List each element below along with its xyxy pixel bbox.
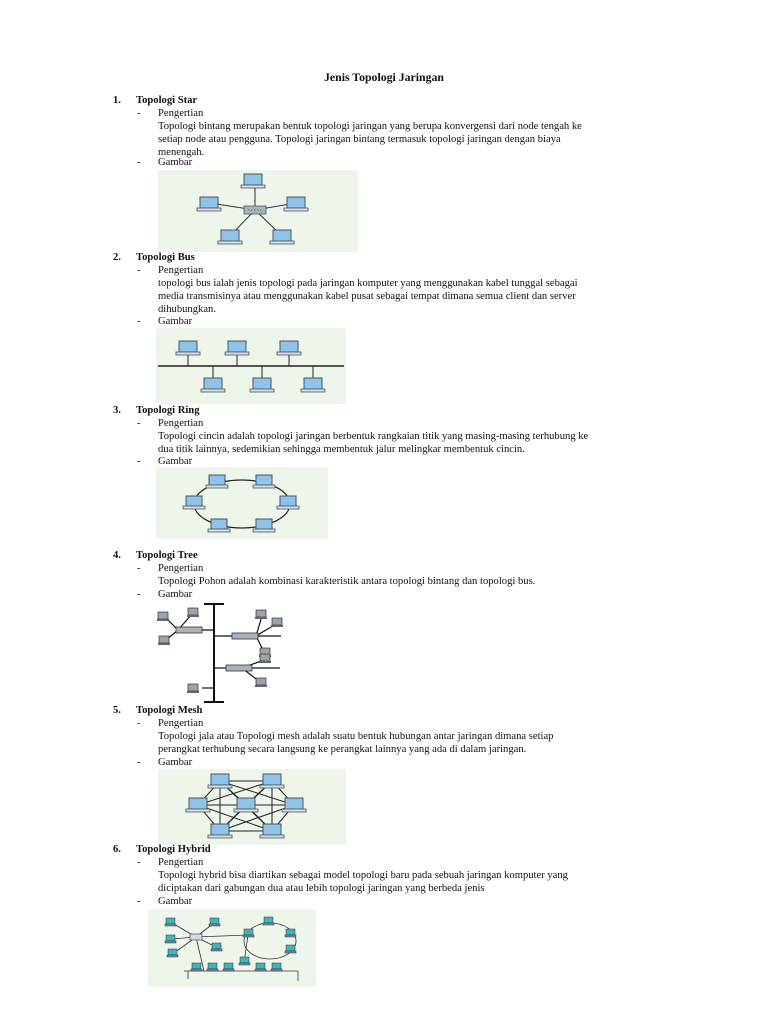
definition-line: Topologi Pohon adalah kombinasi karakteristik antara topologi bintang dan topologi bus. [158, 576, 536, 587]
gambar-label: Gambar [158, 157, 193, 168]
computer-icon [206, 475, 228, 488]
bullet-dash: - [137, 563, 141, 574]
section-heading: Topologi Star [136, 95, 198, 106]
definition-text [158, 278, 678, 316]
section-number: 6. [113, 844, 121, 855]
bus-topology-diagram [156, 328, 346, 404]
bullet-dash: - [137, 456, 141, 467]
computer-icon [282, 798, 306, 812]
computer-icon [209, 918, 220, 926]
computer-icon [197, 197, 221, 211]
section-heading: Topologi Bus [136, 252, 195, 263]
computer-icon [263, 917, 274, 925]
computer-icon [277, 496, 299, 509]
definition-line: Topologi jala atau Topologi mesh adalah suatu bentuk hubungan antar jaringan dimana setiap [158, 731, 554, 742]
definition-text [158, 431, 678, 457]
computer-icon [253, 475, 275, 488]
ring-topology-diagram [156, 467, 328, 539]
bullet-dash: - [137, 265, 141, 276]
computer-icon [301, 378, 325, 392]
gambar-label: Gambar [158, 316, 193, 327]
computer-icon [270, 230, 294, 244]
computer-icon [284, 197, 308, 211]
computer-icon [223, 963, 234, 971]
hub-icon [176, 627, 202, 633]
computer-icon [234, 798, 258, 812]
gambar-label: Gambar [158, 456, 193, 467]
computer-icon [208, 824, 232, 838]
computer-icon [207, 963, 218, 971]
computer-icon [187, 608, 199, 617]
computer-icon [253, 519, 275, 532]
computer-icon [191, 963, 202, 971]
pengertian-label: Pengertian [158, 418, 204, 429]
definition-line: dua titik lainnya, sedemikian sehingga membentuk jalur melingkar membentuk cincin. [158, 443, 525, 455]
computer-icon [158, 636, 170, 645]
definition-line: diciptakan dari gabungan dua atau lebih topologi jaringan yang berbeda jenis [158, 882, 485, 894]
computer-icon [255, 678, 267, 687]
pengertian-label: Pengertian [158, 718, 204, 729]
computer-icon [165, 918, 176, 926]
definition-line: menengah. [158, 146, 205, 158]
hub-icon [232, 633, 258, 639]
computer-icon [225, 341, 249, 355]
hybrid-topology-diagram [148, 909, 316, 987]
computer-icon [239, 957, 250, 965]
bullet-dash: - [137, 589, 141, 600]
section-number: 2. [113, 252, 121, 263]
hub-icon [244, 206, 266, 214]
section-number: 4. [113, 550, 121, 561]
computer-icon [211, 943, 222, 951]
computer-icon [255, 963, 266, 971]
definition-line: Topologi bintang merupakan bentuk topologi jaringan yang berupa konvergensi dari node tengah ke [158, 121, 582, 132]
computer-icon [201, 378, 225, 392]
definition-line: dihubungkan. [158, 303, 216, 315]
bullet-dash: - [137, 157, 141, 168]
computer-icon [208, 774, 232, 788]
star-topology-diagram [158, 170, 358, 252]
section-number: 3. [113, 405, 121, 416]
section-heading: Topologi Ring [136, 405, 200, 416]
computer-icon [176, 341, 200, 355]
gambar-label: Gambar [158, 896, 193, 907]
computer-icon [243, 929, 254, 937]
gambar-label: Gambar [158, 589, 193, 600]
definition-text [158, 121, 678, 159]
computer-icon [218, 230, 242, 244]
pengertian-label: Pengertian [158, 563, 204, 574]
section-heading: Topologi Tree [136, 550, 198, 561]
pengertian-label: Pengertian [158, 108, 204, 119]
bullet-dash: - [137, 108, 141, 119]
hub-icon [190, 934, 202, 940]
tree-topology-diagram [156, 602, 286, 704]
computer-icon [187, 684, 199, 693]
definition-text [158, 731, 678, 757]
definition-line: Topologi cincin adalah topologi jaringan berbentuk rangkaian titik yang masing-masing terhubung ke [158, 431, 589, 442]
bullet-dash: - [137, 418, 141, 429]
bullet-dash: - [137, 718, 141, 729]
computer-icon [260, 774, 284, 788]
computer-icon [165, 935, 176, 943]
pengertian-label: Pengertian [158, 265, 204, 276]
section-number: 5. [113, 705, 121, 716]
section-heading: Topologi Hybrid [136, 844, 211, 855]
definition-line: media transmisinya atau menggunakan kabel pusat sebagai tempat dimana semua client dan server [158, 290, 576, 302]
computer-icon [157, 612, 169, 621]
definition-line: setiap node atau pengguna. Topologi jaringan bintang termasuk topologi jaringan dengan biaya [158, 133, 561, 145]
section-heading: Topologi Mesh [136, 705, 203, 716]
bullet-dash: - [137, 757, 141, 768]
computer-icon [183, 496, 205, 509]
gambar-label: Gambar [158, 757, 193, 768]
computer-icon [208, 519, 230, 532]
computer-icon [260, 824, 284, 838]
computer-icon [255, 610, 267, 619]
pengertian-label: Pengertian [158, 857, 204, 868]
definition-line: perangkat terhubung secara langsung ke perangkat lainnya yang ada di dalam jaringan. [158, 743, 527, 755]
computer-icon [241, 174, 265, 188]
section-number: 1. [113, 95, 121, 106]
definition-line: Topologi hybrid bisa diartikan sebagai model topologi baru pada sebuah jaringan komputer yang [158, 870, 568, 881]
bullet-dash: - [137, 316, 141, 327]
computer-icon [271, 618, 283, 627]
bullet-dash: - [137, 857, 141, 868]
computer-icon [259, 654, 271, 663]
computer-icon [277, 341, 301, 355]
computer-icon [250, 378, 274, 392]
definition-line: topologi bus ialah jenis topologi pada jaringan komputer yang menggunakan kabel tunggal sebagai [158, 278, 578, 289]
definition-text [158, 870, 678, 896]
bullet-dash: - [137, 896, 141, 907]
page-title: Jenis Topologi Jaringan [324, 70, 444, 84]
computer-icon [285, 929, 296, 937]
computer-icon [285, 945, 296, 953]
mesh-topology-diagram [158, 769, 346, 845]
computer-icon [167, 949, 178, 957]
computer-icon [186, 798, 210, 812]
definition-text [158, 576, 678, 589]
hub-icon [226, 665, 252, 671]
computer-icon [271, 963, 282, 971]
